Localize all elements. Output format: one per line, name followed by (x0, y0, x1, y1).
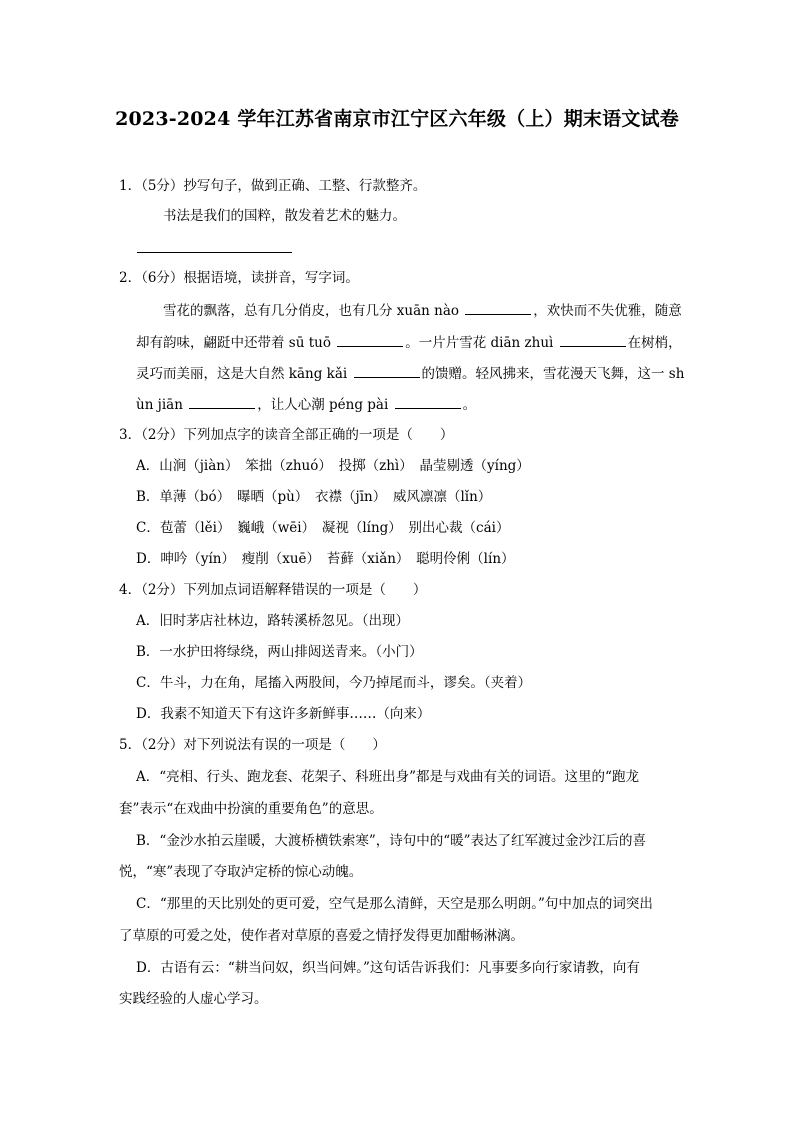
question-3-option-d: D．呻吟（yín） 瘦削（xuē） 苔藓（xiǎn） 聪明伶俐（lín） (136, 551, 515, 567)
question-3-stem: 3．（2分）下列加点字的读音全部正确的一项是（ ） (119, 427, 454, 443)
question-3-option-b: B．单薄（bó） 曝晒（pù） 衣襟（jīn） 威风凛凛（lǐn） (136, 489, 492, 505)
question-1-stem: 1．（5分）抄写句子，做到正确、工整、行款整齐。 (119, 178, 427, 194)
question-4-option-d: D．我素不知道天下有这许多新鲜事……（向来） (136, 706, 431, 722)
question-2-line-1: 雪花的飘落，总有几分俏皮，也有几分 xuān nào ，欢快而不失优雅，随意 (163, 300, 682, 321)
answer-blank (560, 332, 626, 347)
question-4-option-a: A．旧时茅店社林边，路转溪桥忽见。（出现） (136, 613, 409, 629)
question-5-option-d-line-2: 实践经验的人虚心学习。 (119, 991, 268, 1007)
question-5-option-a-line-2: 套”表示“在戏曲中扮演的重要角色”的意思。 (119, 801, 383, 817)
question-2-line-3: 灵巧而美丽，这是大自然 kāng kǎi 的馈赠。轻风拂来，雪花漫天飞舞，这一 sh (136, 363, 684, 384)
page-title: 2023-2024 学年江苏省南京市江宁区六年级（上）期末语文试卷 (115, 108, 679, 130)
question-3-option-c: C．苞蕾（lěi） 巍峨（wēi） 凝视（líng） 别出心裁（cái） (136, 520, 510, 536)
answer-blank (337, 332, 403, 347)
question-5-option-c-line-1: C．“那里的天比别处的更可爱，空气是那么清鲜，天空是那么明朗。”句中加点的词突出 (136, 896, 653, 912)
answer-blank (189, 394, 255, 409)
question-1-answer-line (137, 252, 292, 253)
question-5-option-b-line-1: B．“金沙水拍云崖暖，大渡桥横铁索寒”，诗句中的“暖”表达了红军渡过金沙江后的喜 (136, 833, 647, 849)
question-3-option-a: A．山涧（jiàn） 笨拙（zhuó） 投掷（zhì） 晶莹剔透（yíng） (136, 458, 530, 474)
answer-blank (465, 300, 531, 315)
question-4-option-b: B．一水护田将绿绕，两山排闼送青来。（小门） (136, 644, 423, 660)
question-2-line-4: ùn jiān ，让人心潮 péng pài 。 (136, 394, 476, 415)
question-5-option-c-line-2: 了草原的可爱之处，使作者对草原的喜爱之情抒发得更加酣畅淋漓。 (119, 928, 524, 944)
answer-blank (395, 394, 461, 409)
question-5-option-d-line-1: D．古语有云：“耕当问奴，织当问婢。”这句话告诉我们：凡事要多向行家请教，向有 (136, 960, 640, 976)
question-2-stem: 2．（6分）根据语境，读拼音，写字词。 (119, 270, 359, 286)
question-5-option-a-line-1: A．“亮相、行头、跑龙套、花架子、科班出身”都是与戏曲有关的词语。这里的“跑龙 (136, 769, 639, 785)
question-1-sentence: 书法是我们的国粹，散发着艺术的魅力。 (163, 208, 406, 224)
question-4-option-c: C．牛斗，力在角，尾搐入两股间，今乃掉尾而斗，谬矣。（夹着） (136, 675, 532, 691)
question-5-stem: 5．（2分）对下列说法有误的一项是（ ） (119, 737, 386, 753)
question-4-stem: 4．（2分）下列加点词语解释错误的一项是（ ） (119, 582, 427, 598)
question-2-line-2: 却有韵味，翩跹中还带着 sū tuō 。一片片雪花 diān zhuì 在树梢， (136, 332, 682, 353)
question-5-option-b-line-2: 悦，“寒”表现了夺取泸定桥的惊心动魄。 (119, 864, 363, 880)
answer-blank (354, 363, 420, 378)
